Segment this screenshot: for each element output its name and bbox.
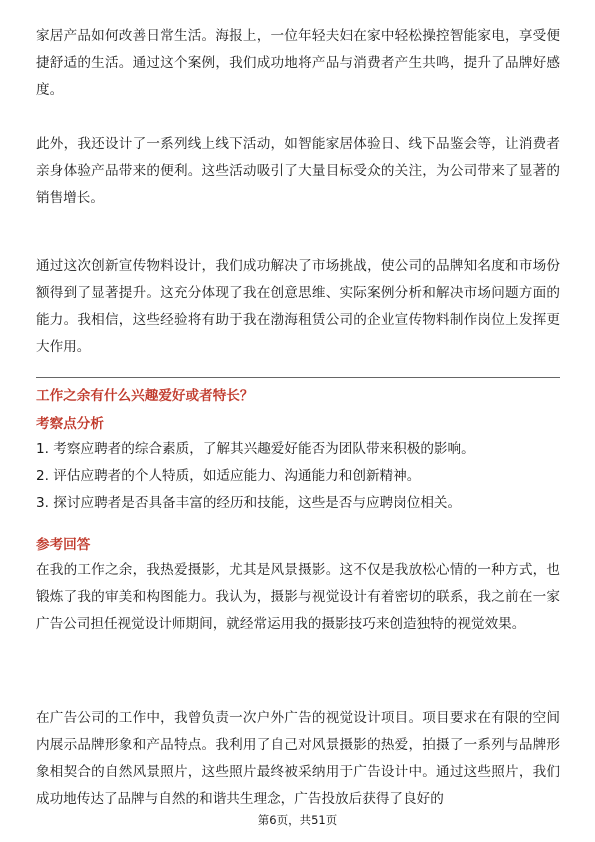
analysis-section (36, 412, 560, 517)
analysis-item-3: 3. 探讨应聘者是否具备丰富的经历和技能，这些是否与应聘岗位相关。 (36, 495, 462, 511)
body-paragraph-3: 通过这次创新宣传物料设计，我们成功解决了市场挑战，使公司的品牌知名度和市场份额得到了显著提升。这充分体现了我在创意思维、实际案例分析和解决市场问题方面的能力。我相信，这些经验将有助于我在渤海租赁公司的企业宣传物料制作岗位上发挥更大作用。 (36, 258, 560, 355)
answer-paragraph-2: 在广告公司的工作中，我曾负责一次户外广告的视觉设计项目。项目要求在有限的空间内展示品牌形象和产品特点。我利用了自己对风景摄影的热爱，拍摄了一系列与品牌形象相契合的自然风景照片，这些照片最终被采纳用于广告设计中。通过这些照片，我们成功地传达了品牌与自然的和谐共生理念，广告投放后获得了良好的 (36, 710, 560, 807)
analysis-item-2: 2. 评估应聘者的个人特质，如适应能力、沟通能力和创新精神。 (36, 468, 421, 484)
question-title: 工作之余有什么兴趣爱好或者特长？ (36, 388, 254, 404)
top-section (36, 23, 560, 104)
top-section-3 (36, 253, 560, 361)
page-footer: 第6页，共51页 (257, 813, 338, 827)
body-paragraph-1: 家居产品如何改善日常生活。海报上，一位年轻夫妇在家中轻松操控智能家电，享受便捷舒适的生活。通过这个案例，我们成功地将产品与消费者产生共鸣，提升了品牌好感度。 (36, 28, 560, 98)
question-section (36, 383, 560, 410)
top-section-2 (36, 131, 560, 212)
answer-section-2 (36, 705, 560, 813)
answer-heading: 参考回答 (36, 537, 91, 553)
analysis-item-1: 1. 考察应聘者的综合素质，了解其兴趣爱好能否为团队带来积极的影响。 (36, 441, 475, 457)
analysis-heading: 考察点分析 (36, 416, 104, 432)
body-paragraph-2: 此外，我还设计了一系列线上线下活动，如智能家居体验日、线下品鉴会等，让消费者亲身体验产品带来的便利。这些活动吸引了大量目标受众的关注，为公司带来了显著的销售增长。 (36, 136, 560, 206)
answer-paragraph-1: 在我的工作之余，我热爱摄影，尤其是风景摄影。这不仅是我放松心情的一种方式，也锻炼了我的审美和构图能力。我认为，摄影与视觉设计有着密切的联系，我之前在一家广告公司担任视觉设计师期间，就经常运用我的摄影技巧来创造独特的视觉效果。 (36, 562, 560, 632)
section-divider (36, 377, 560, 378)
answer-section (36, 533, 560, 638)
